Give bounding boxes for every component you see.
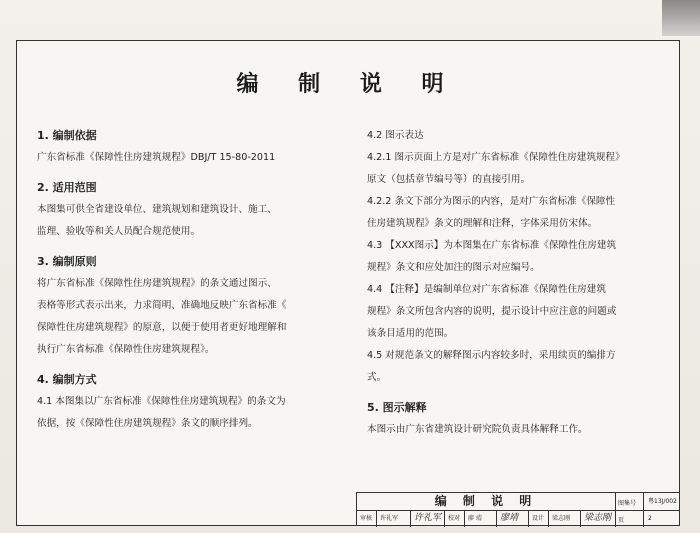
paragraph-line: 依据，按《保障性住房建筑规程》条文的顺序排列。 <box>37 418 258 429</box>
atlas-number-row <box>615 493 679 511</box>
atlas-number-label: 图集号 <box>618 500 637 507</box>
paragraph-line: 监理、验收等和关人员配合规范使用。 <box>37 226 201 237</box>
title-block-meta <box>615 493 679 527</box>
title-block-name: 编 制 说 明 <box>357 493 616 511</box>
paragraph-line: 式。 <box>367 372 387 383</box>
page-value: 2 <box>643 510 652 527</box>
paragraph-line: 4.3 【XXX图示】为本图集在广东省标准《保障性住房建筑 <box>367 240 617 251</box>
check-signature: 廖靖 <box>497 510 529 527</box>
paragraph-line: 住房建筑规程》条文的理解和注释，字体采用仿宋体。 <box>367 218 598 229</box>
review-signature: 许礼军 <box>411 510 445 527</box>
paragraph-line: 保障性住房建筑规程》的原意，以便于使用者更好地理解和 <box>37 322 287 333</box>
design-signature: 梁志刚 <box>584 513 612 523</box>
design-label: 设计 <box>529 510 549 527</box>
right-column <box>367 125 662 441</box>
review-name: 许礼军 <box>377 510 411 527</box>
paragraph-line: 该条目适用的范围。 <box>367 328 454 339</box>
drawing-sheet <box>16 40 680 526</box>
design-name: 梁志刚 <box>549 510 581 527</box>
check-name: 廖 靖 <box>465 510 497 527</box>
title-block <box>356 492 680 526</box>
binding-edge <box>662 0 700 36</box>
section-heading: 2. 适用范围 <box>37 181 97 194</box>
section-heading: 1. 编制依据 <box>37 129 97 142</box>
check-label: 校对 <box>445 510 465 527</box>
paragraph-line: 4.1 本图集以广东省标准《保障性住房建筑规程》的条文为 <box>37 396 286 407</box>
page-row <box>615 510 679 527</box>
left-column <box>37 125 337 435</box>
paragraph-line: 将广东省标准《保障性住房建筑规程》的条文通过图示、 <box>37 278 277 289</box>
review-label: 审核 <box>357 510 377 527</box>
paragraph-line: 执行广东省标准《保障性住房建筑规程》。 <box>37 344 215 355</box>
paragraph-line: 原文（包括章节编号等）的直接引用。 <box>367 174 531 185</box>
paragraph-line: 4.4 【注释】是编制单位对广东省标准《保障性住房建筑 <box>367 284 606 295</box>
signature-row <box>357 510 616 527</box>
atlas-number-value: 粤13J/002 <box>643 493 677 510</box>
paragraph-line: 广东省标准《保障性住房建筑规程》DBJ/T 15-80-2011 <box>37 152 276 163</box>
paragraph-line: 4.2.2 条文下部分为图示的内容，是对广东省标准《保障性 <box>367 196 616 207</box>
paragraph-line: 4.2 图示表达 <box>367 130 424 141</box>
paragraph-line: 4.5 对规范条文的解释图示内容较多时，采用续页的编排方 <box>367 350 616 361</box>
page-title: 编 制 说 明 <box>236 72 460 97</box>
paragraph-line: 表格等形式表示出来，力求简明、准确地反映广东省标准《 <box>37 300 287 311</box>
page-label: 页 <box>618 517 625 524</box>
section-heading: 3. 编制原则 <box>37 255 97 268</box>
paragraph-line: 规程》条文和应处加注的图示对应编号。 <box>367 262 540 273</box>
paragraph-line: 本图示由广东省建筑设计研究院负责具体解释工作。 <box>367 424 588 435</box>
section-heading: 5. 图示解释 <box>367 401 427 414</box>
paragraph-line: 4.2.1 图示页面上方是对广东省标准《保障性住房建筑规程》 <box>367 152 625 163</box>
paragraph-line: 规程》条文所包含内容的说明，提示设计中应注意的问题或 <box>367 306 617 317</box>
paragraph-line: 本图集可供全省建设单位、建筑规划和建筑设计、施工、 <box>37 204 277 215</box>
section-heading: 4. 编制方式 <box>37 373 97 386</box>
